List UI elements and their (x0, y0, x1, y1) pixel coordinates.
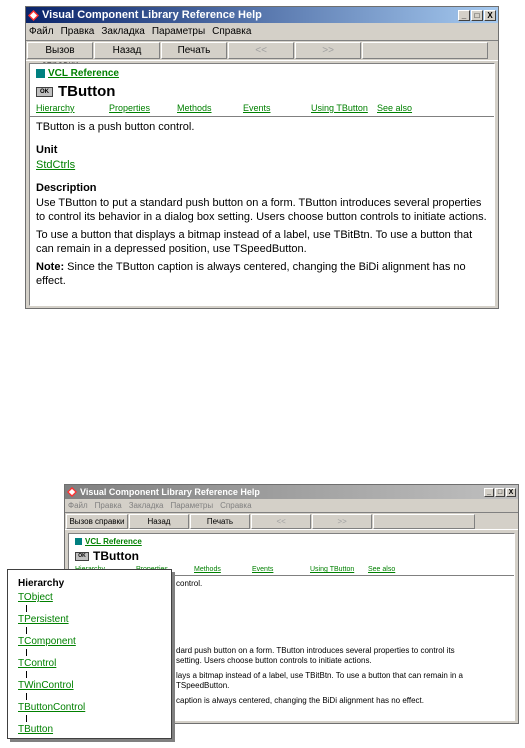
hierarchy-item-tobject[interactable]: TObject (18, 592, 53, 603)
subnav-properties[interactable]: Properties (109, 103, 151, 113)
print-button[interactable]: Печать (161, 42, 227, 59)
window-title-2: Visual Component Library Reference Help (80, 487, 260, 497)
next-button[interactable]: >> (295, 42, 361, 59)
menu-help-2[interactable]: Справка (220, 501, 252, 510)
contents-button[interactable]: Вызов (27, 42, 93, 59)
menu-bookmark-2[interactable]: Закладка (128, 501, 164, 510)
subnav-see-also-2[interactable]: See also (368, 566, 396, 573)
menu-file-2[interactable]: Файл (68, 501, 88, 510)
subnav-methods[interactable]: Methods (177, 103, 212, 113)
menu-bookmark[interactable]: Закладка (101, 26, 145, 37)
description-para-2: To use a button that displays a bitmap instead of a label, use TBitBtn. To use a button that can remain in a depressed position, use TSpeedButton. (36, 229, 473, 255)
print-button-2[interactable]: Печать (190, 514, 250, 529)
topic-subnav (36, 103, 488, 113)
menu-file[interactable]: Файл (29, 26, 54, 37)
hierarchy-connector (26, 671, 27, 678)
hierarchy-connector (26, 605, 27, 612)
subnav-events[interactable]: Events (243, 103, 271, 113)
vcl-reference-link[interactable]: VCL Reference (48, 68, 119, 79)
fragment-intro: control. (176, 579, 203, 588)
note-text: Since the TButton caption is always centered, changing the BiDi alignment has no effect. (36, 261, 466, 287)
menu-bar (26, 23, 498, 40)
minimize-button-2[interactable]: _ (484, 488, 494, 497)
hierarchy-connector (26, 649, 27, 656)
page-title-row-2 (75, 549, 508, 563)
button-ok-icon: OK (36, 87, 53, 97)
subnav-see-also[interactable]: See also (377, 103, 413, 113)
menu-help[interactable]: Справка (212, 26, 252, 37)
close-button-2[interactable]: X (506, 488, 516, 497)
subnav-using-2[interactable]: Using TButton (310, 566, 355, 573)
menu-options[interactable]: Параметры (151, 26, 206, 37)
reference-row (36, 68, 488, 79)
title-bar[interactable] (26, 7, 498, 23)
intro-text: TButton is a push button control. (36, 121, 195, 133)
description-heading: Description (36, 182, 97, 194)
menu-edit[interactable]: Правка (60, 26, 95, 37)
maximize-button[interactable]: □ (471, 10, 483, 21)
topic-body (30, 117, 494, 295)
menu-options-2[interactable]: Параметры (170, 501, 214, 510)
app-icon (28, 10, 39, 21)
fragment-3: lays a bitmap instead of a label, use TBitBtn. To use a button that can remain in a (176, 671, 463, 680)
help-window-main (25, 6, 499, 309)
book-icon (36, 69, 45, 78)
hierarchy-item-tbuttoncontrol[interactable]: TButtonControl (18, 702, 86, 713)
vcl-reference-link-2[interactable]: VCL Reference (85, 537, 142, 546)
page-title-row (36, 83, 488, 100)
topic-pane[interactable] (29, 63, 495, 306)
subnav-events-2[interactable]: Events (252, 566, 274, 573)
hierarchy-item-tcomponent[interactable]: TComponent (18, 636, 76, 647)
contents-button-2[interactable]: Вызов справки (66, 514, 128, 529)
prev-button-2[interactable]: << (251, 514, 311, 529)
note-label: Note: (36, 261, 65, 273)
toolbar-empty-slot (362, 42, 488, 59)
minimize-button[interactable]: _ (458, 10, 470, 21)
next-button-2[interactable]: >> (312, 514, 372, 529)
prev-button[interactable]: << (228, 42, 294, 59)
maximize-button-2[interactable]: □ (495, 488, 505, 497)
fragment-5: caption is always centered, changing the BiDi alignment has no effect. (176, 696, 424, 705)
button-ok-icon-2: OK (75, 552, 89, 561)
popup-heading: Hierarchy (18, 578, 65, 589)
hierarchy-connector (26, 693, 27, 700)
topic-header (30, 64, 494, 117)
unit-heading: Unit (36, 144, 58, 156)
hierarchy-connector (26, 715, 27, 722)
hierarchy-popup (7, 569, 172, 739)
unit-link[interactable]: StdCtrls (36, 159, 76, 171)
menu-bar-2 (65, 499, 518, 512)
book-icon-2 (75, 538, 82, 545)
fragment-4: TSpeedButton. (176, 681, 230, 690)
toolbar-empty-slot-2 (373, 514, 475, 529)
hierarchy-item-tbutton[interactable]: TButton (18, 724, 54, 735)
back-button[interactable]: Назад (94, 42, 160, 59)
window-title: Visual Component Library Reference Help (42, 9, 262, 21)
title-bar-2[interactable] (65, 485, 518, 499)
fragment-1: dard push button on a form. TButton introduces several properties to control its (176, 646, 455, 655)
subnav-hierarchy[interactable]: Hierarchy (36, 103, 75, 113)
page-title-2: TButton (93, 549, 139, 563)
subnav-using[interactable]: Using TButton (311, 103, 368, 113)
back-button-2[interactable]: Назад (129, 514, 189, 529)
toolbar (26, 40, 498, 61)
reference-row-2 (75, 537, 508, 546)
hierarchy-item-tpersistent[interactable]: TPersistent (18, 614, 69, 625)
hierarchy-item-twincontrol[interactable]: TWinControl (18, 680, 74, 691)
note-paragraph (36, 260, 488, 288)
menu-edit-2[interactable]: Правка (94, 501, 122, 510)
description-para-1: Use TButton to put a standard push button on a form. TButton introduces several properties to control its behavior in a dialog box setting. Users choose button controls to initiate actions. (36, 197, 487, 223)
subnav-methods-2[interactable]: Methods (194, 566, 221, 573)
close-button[interactable]: X (484, 10, 496, 21)
hierarchy-item-tcontrol[interactable]: TControl (18, 658, 57, 669)
toolbar-2 (65, 512, 518, 530)
fragment-2: setting. Users choose button controls to initiate actions. (176, 656, 372, 665)
app-icon-2 (67, 487, 77, 497)
hierarchy-connector (26, 627, 27, 634)
page-title: TButton (58, 83, 116, 100)
